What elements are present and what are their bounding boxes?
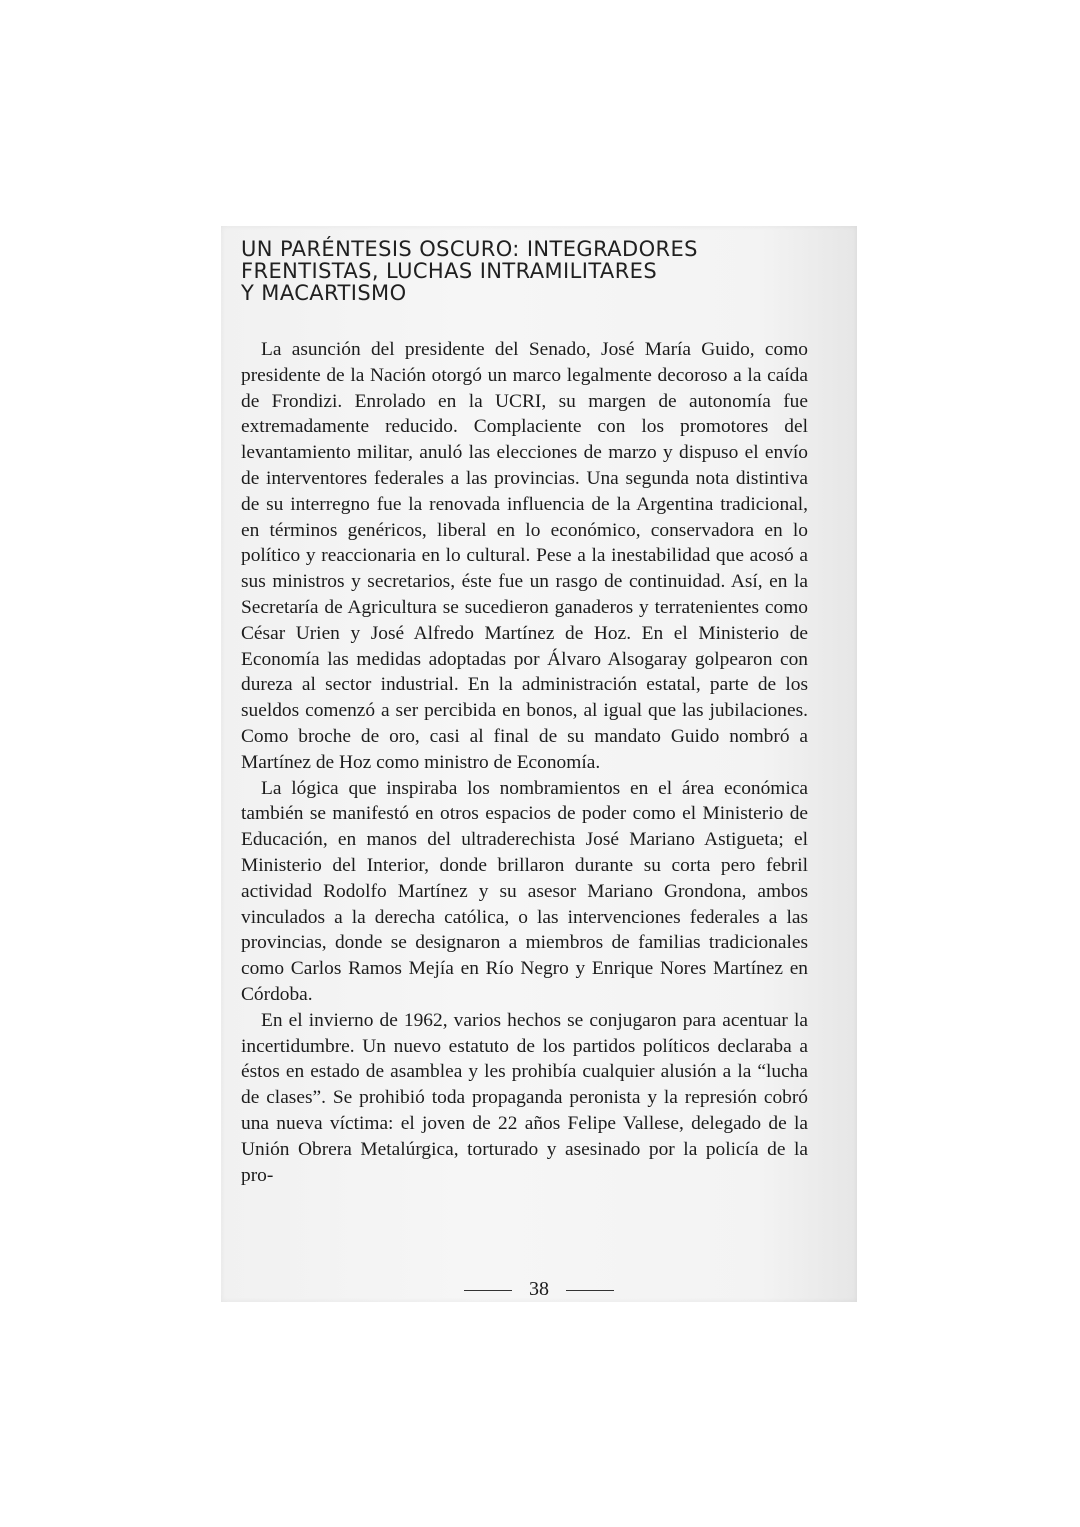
page-footer: [221, 1278, 857, 1301]
paragraph-2: La lógica que inspiraba los nombramientos en el área económica también se manifestó en otros espacios de poder como el Ministerio de Educación, en manos del ultraderechista José Mariano Astigueta; el Ministerio del Interior, donde brillaron durante su corta pero febril actividad Rodolfo Martínez y su asesor Mariano Grondona, ambos vinculados a la derecha católica, o las intervenciones federales a las provincias, donde se designaron a miembros de familias tradicionales como Carlos Ramos Mejía en Río Negro y Enrique Nores Martínez en Córdoba.: [241, 777, 808, 1005]
text-block: [241, 238, 808, 1188]
footer-rule-right: [566, 1290, 614, 1291]
paragraph-3: En el invierno de 1962, varios hechos se conjugaron para acentuar la incertidumbre. Un nuevo estatuto de los partidos políticos declaraba a éstos en estado de asamblea y les prohibía cualquier alusión a la “lucha de clases”. Se prohibió toda propaganda peronista y la represión cobró una nueva víctima: el joven de 22 años Felipe Vallese, delegado de la Unión Obrera Metalúrgica, torturado y asesinado por la policía de la pro-: [241, 1009, 808, 1186]
section-heading: [241, 238, 808, 304]
heading-line-1: UN PARÉNTESIS OSCURO: INTEGRADORES: [241, 237, 698, 261]
heading-line-2: FRENTISTAS, LUCHAS INTRAMILITARES: [241, 259, 658, 283]
page-number: 38: [529, 1278, 549, 1300]
heading-line-3: Y MACARTISMO: [241, 281, 407, 305]
footer-rule-left: [464, 1290, 512, 1291]
paragraph-1: La asunción del presidente del Senado, José María Guido, como presidente de la Nación otorgó un marco legalmente decoroso a la caída de Frondizi. Enrolado en la UCRI, su margen de autonomía fue extremadamente reducido. Complaciente con los promotores del levantamiento militar, anuló las elecciones de marzo y dispuso el envío de interventores federales a las provincias. Una segunda nota distintiva de su interregno fue la renovada influencia de la Argentina tradicional, en términos genéricos, liberal en lo económico, conservadora en lo político y reaccionaria en lo cultural. Pese a la inestabilidad que acosó a sus ministros y secretarios, éste fue un rasgo de continuidad. Así, en la Secretaría de Agricultura se sucedieron ganaderos y terratenientes como César Urien y José Alfredo Martínez de Hoz. En el Ministerio de Economía las medidas adoptadas por Álvaro Alsogaray golpearon con dureza al sector industrial. En la administración estatal, parte de los sueldos comenzó a ser percibida en bonos, al igual que las jubilaciones. Como broche de oro, casi al final de su mandato Guido nombró a Martínez de Hoz como ministro de Economía.: [241, 339, 808, 773]
